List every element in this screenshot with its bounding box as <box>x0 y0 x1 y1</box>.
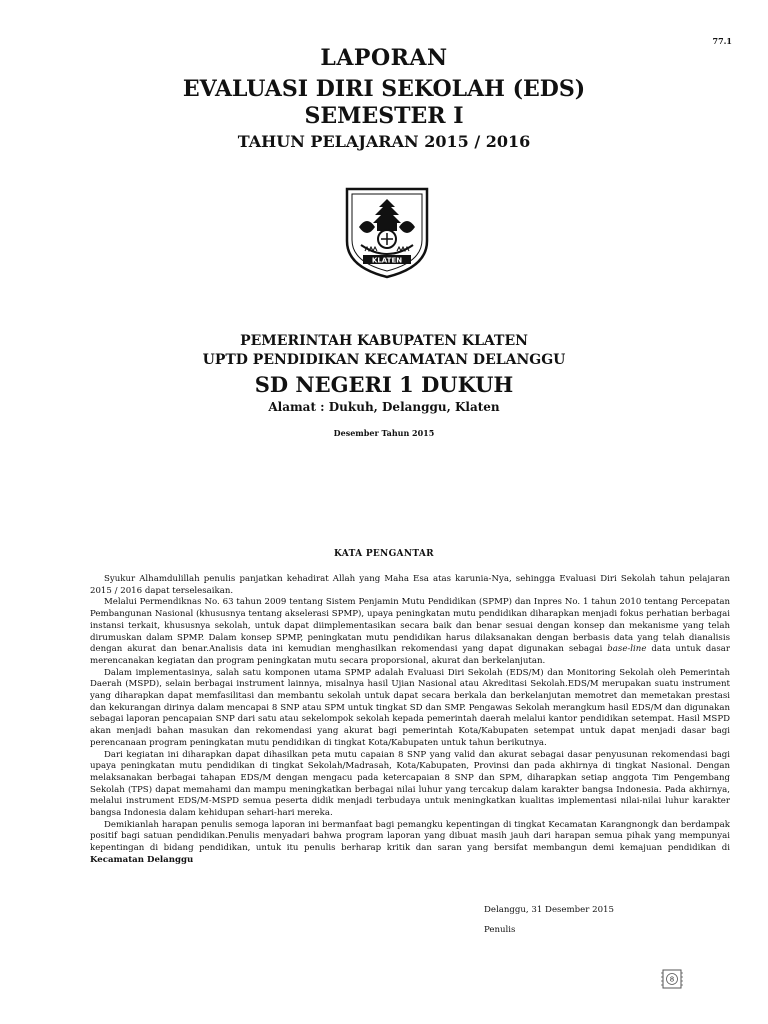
title-line-1: LAPORAN <box>320 45 448 71</box>
school-name: SD NEGERI 1 DUKUH <box>254 372 514 397</box>
klaten-regency-emblem-icon <box>341 183 433 280</box>
page-number: 77.1 <box>712 36 732 46</box>
foreword-heading: KATA PENGANTAR <box>334 549 434 559</box>
paragraph-text: data untuk dasar merencanakan kegiatan dan program peningkatan mutu secara proporsional, akurat dan berkelanjutan. <box>90 644 730 666</box>
title-line-2: EVALUASI DIRI SEKOLAH (EDS) <box>182 76 586 102</box>
paragraph-text: Melalui Permendiknas No. 63 tahun 2009 tentang Sistem Penjamin Mutu Pendidikan (SPMP) dan Inpres No. 1 tahun 2010 tentang Percepatan Pembangunan Nasional (khususnya tentang akselerasi SPMP), upaya peningkatan mutu pendidikan diharapkan menjadi fokus perhatian berbagai instansi terkait, khususnya sekolah, untuk dapat diimplementasikan secara baik dan benar sesuai dengan konsep dan mekanisme yang telah dirumuskan dalam SPMP. Dalam konsep SPMP, peningkatan mutu pendidikan harus dilaksanakan dengan berbasis data yang telah dianalisis dengan akurat dan benar.Analisis data ini kemudian menghasilkan rekomendasi yang dapat digunakan sebagai <box>90 597 730 655</box>
emblem-text: KLATEN <box>371 256 403 265</box>
foreword-paragraph-1: Syukur Alhamdulillah penulis panjatkan kehadirat Allah yang Maha Esa atas karunia-Nya, sehingga Evaluasi Diri Sekolah tahun pelajaran 2015 / 2016 dapat terselesaikan. <box>90 574 730 596</box>
italic-term: base-line <box>607 644 647 655</box>
foreword-paragraph-2 <box>90 597 730 667</box>
paragraph-text: Demikianlah harapan penulis semoga laporan ini bermanfaat bagi pemangku kepentingan di tingkat Kecamatan Karangnongk dan berdampak positif bagi satuan pendidikan.Penulis menyadari bahwa program laporan yang dibuat masih jauh dari harapan semua pihak yang mempunyai kepentingan di bidang pendidikan, untuk itu penulis berharap kritik dan saran yang bersifat membangun demi kemajuan pendidikan di <box>90 819 730 854</box>
report-date: Desember Tahun 2015 <box>333 428 435 438</box>
signature-label: Penulis <box>484 925 516 935</box>
foreword-paragraph-3: Dalam implementasinya, salah satu komponen utama SPMP adalah Evaluasi Diri Sekolah (EDS/M) dan Monitoring Sekolah oleh Pemerintah Daerah (MSPD), selain berbagai instrument lainnya, misalnya hasil Ujian Nasional atau Akreditasi Sekolah.EDS/M merupakan suatu instrument yang diharapkan dapat memfasilitasi dan membantu sekolah untuk dapat secara berkala dan berkelanjutan memotret dan memetakan prestasi dan kekurangan dirinya dalam mencapai 8 SNP atau SPM untuk tingkat SD dan SMP. Pengawas Sekolah merangkum hasil EDS/M dan digunakan sebagai laporan pencapaian SNP dari satu atau sekelompok sekolah kepada pemerintah daerah melalui kantor pendidikan setempat. Hasil MSPD akan menjadi bahan masukan dan rekomendasi yang akurat bagi pemerintah Kota/Kabupaten setempat untuk dapat menjadi dasar bagi perencanaan program peningkatan mutu pendidikan di tingkat Kota/Kabupaten untuk tahun berikutnya. <box>90 667 730 748</box>
signature-place-date: Delanggu, 31 Desember 2015 <box>484 905 614 915</box>
title-line-3: SEMESTER I <box>304 103 464 129</box>
uptd-name: UPTD PENDIDIKAN KECAMATAN DELANGGU <box>202 352 566 368</box>
school-address: Alamat : Dukuh, Delanggu, Klaten <box>268 400 500 414</box>
page-badge-icon <box>660 968 684 990</box>
foreword-paragraph-5 <box>90 820 730 867</box>
badge-text: 8 <box>669 975 675 984</box>
title-line-4: TAHUN PELAJARAN 2015 / 2016 <box>237 132 531 151</box>
government-name: PEMERINTAH KABUPATEN KLATEN <box>240 333 528 349</box>
foreword-paragraph-4: Dari kegiatan ini diharapkan dapat dihasilkan peta mutu capaian 8 SNP yang valid dan akurat sebagai dasar penyusunan rekomendasi bagi upaya peningkatan mutu pendidikan di tingkat Sekolah/Madrasah, Kota/Kabupaten, Provinsi dan pada akhirnya di tingkat Nasional. Dengan melaksanakan berbagai tahapan EDS/M dengan mengacu pada ketercapaian 8 SNP dan SPM, diharapkan setiap anggota Tim Pengembang Sekolah (TPS) dapat memahami dan mampu meningkatkan berbagai nilai luhur yang tercakup dalam karakter bangsa Indonesia. Pada akhirnya, melalui instrument EDS/M-MSPD semua peserta didik menjadi terbudaya untuk meningkatkan kualitas implementasi nilai-nilai luhur karakter bangsa Indonesia dalam kehidupan sehari-hari mereka. <box>90 749 730 819</box>
bold-term: Kecamatan Delanggu <box>90 854 194 865</box>
foreword-body <box>90 574 730 867</box>
